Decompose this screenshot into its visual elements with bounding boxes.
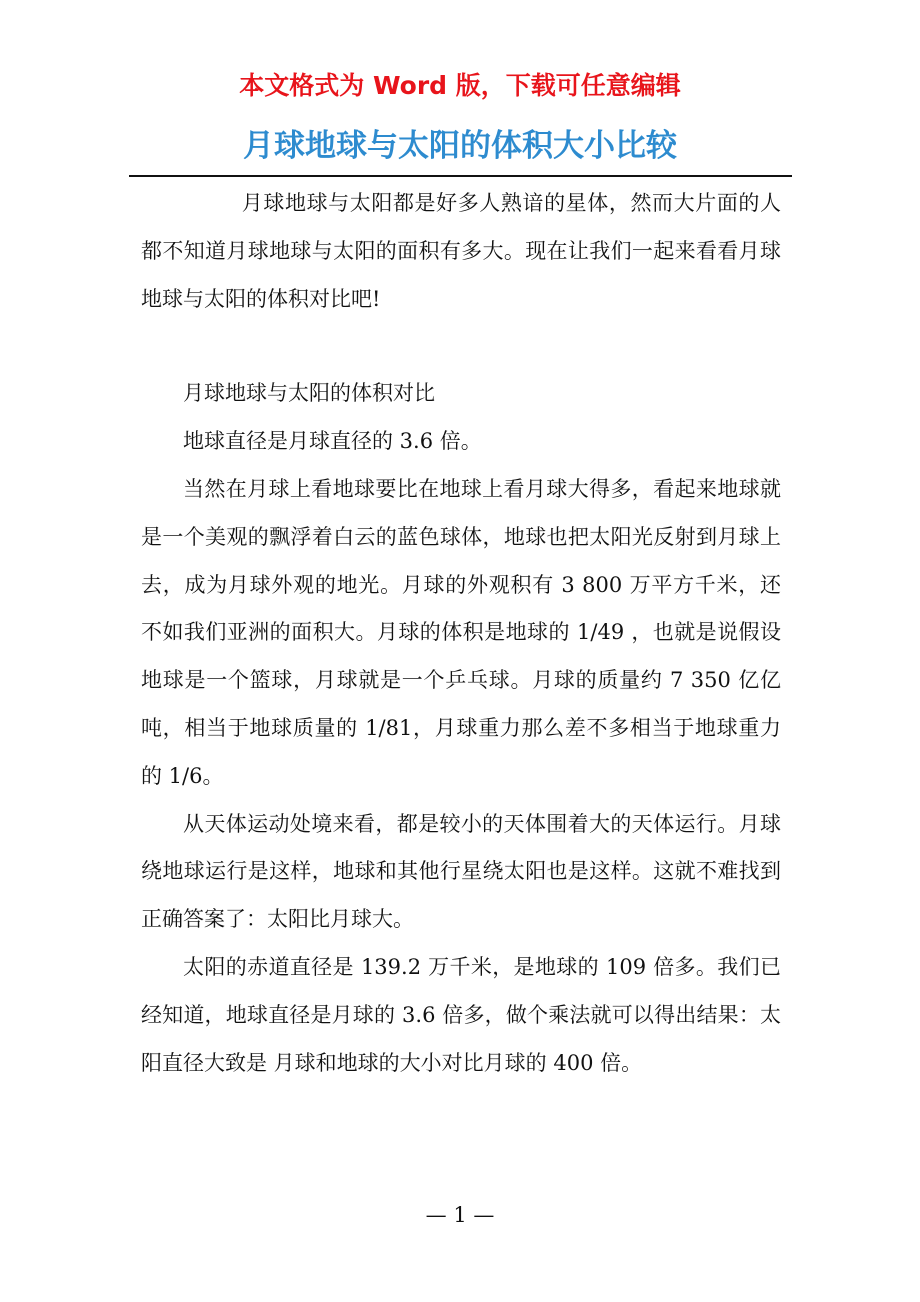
body-paragraph: 太阳的赤道直径是 139.2 万千米，是地球的 109 倍多。我们已经知道，地球直径是月球的 3.6 倍多，做个乘法就可以得出结果：太阳直径大致是 月球和地球的大小对比月球的 400 倍。: [141, 954, 781, 1075]
intro-paragraph: 月球地球与太阳都是好多人熟谙的星体，然而大片面的人都不知道月球地球与太阳的面积有多大。现在让我们一起来看看月球地球与太阳的体积对比吧!: [141, 191, 781, 311]
section-heading: 月球地球与太阳的体积对比: [183, 381, 435, 406]
document-title: 月球地球与太阳的体积大小比较: [243, 128, 677, 164]
title-divider: [129, 175, 792, 177]
body-paragraph: 当然在月球上看地球要比在地球上看月球大得多，看起来地球就是一个美观的飘浮着白云的蓝色球体，地球也把太阳光反射到月球上去，成为月球外观的地光。月球的外观积有 3 800 万平方千米，还不如我们亚洲的面积大。月球的体积是地球的 1/49 ，也就是说假设地球是一个篮球，月球就是一个乒乓球。月球的质量约 7 350 亿亿吨，相当于地球质量的 1/81，月球重力那么差不多相当于地球重力的 1/6。: [141, 476, 781, 788]
body-paragraph: 地球直径是月球直径的 3.6 倍。: [183, 429, 482, 454]
document-body: [141, 180, 781, 1087]
body-paragraph: 从天体运动处境来看，都是较小的天体围着大的天体运行。月球绕地球运行是这样，地球和其他行星绕太阳也是这样。这就不难找到正确答案了：太阳比月球大。: [141, 811, 781, 932]
page-number: — 1 —: [425, 1203, 495, 1227]
format-banner: 本文格式为 Word 版，下载可任意编辑: [239, 71, 681, 100]
